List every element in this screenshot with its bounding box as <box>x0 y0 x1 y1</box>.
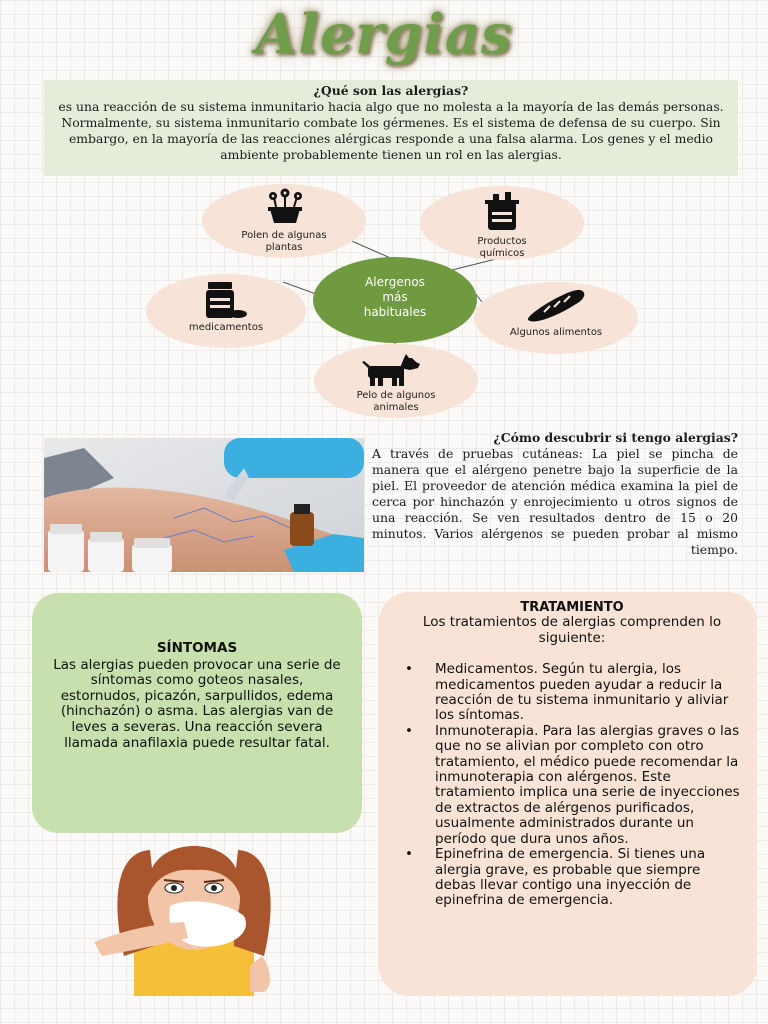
sintomas-heading: SÍNTOMAS <box>156 640 238 656</box>
polen-label-2: plantas <box>265 242 303 253</box>
animales-label-1: Pelo de algunos <box>356 390 436 401</box>
tratamiento-heading: TRATAMIENTO <box>520 600 624 615</box>
center-label-3: habituales <box>363 305 427 319</box>
dog-icon <box>360 354 422 388</box>
polen-label-1: Polen de algunas <box>241 230 327 241</box>
page-title: Alergias <box>255 2 513 66</box>
quimicos-label-1: Productos <box>477 236 527 247</box>
medicamentos-label: medicamentos <box>188 322 264 333</box>
intro-box <box>44 80 738 176</box>
sintomas-body: Las alergias pueden provocar una serie de síntomas como goteos nasales, estornudos, picazón, sarpullidos, edema (hinchazón) o asma. Las alergias van de leves a severas. Una reacción severa llamada anafilaxia puede resultar fatal. <box>53 656 341 751</box>
tratamiento-box <box>379 592 757 996</box>
list-item <box>401 847 743 909</box>
oval-quimicos <box>420 186 584 260</box>
list-item-text: Medicamentos. Según tu alergia, los medicamentos pueden ayudar a reducir la reacción de tu sistema inmunitario y aliviar los síntomas. <box>435 661 729 724</box>
bullet: • <box>405 846 413 863</box>
animales-label-2: animales <box>373 402 419 413</box>
list-item-text: Epinefrina de emergencia. Si tienes una alergia grave, es probable que siempre debas llevar contigo una inyección de epinefrina de emergencia. <box>435 846 706 909</box>
center-oval <box>313 257 477 343</box>
discover-heading: ¿Cómo descubrir si tengo alergias? <box>493 430 738 445</box>
chemical-beaker-icon <box>480 192 524 232</box>
tratamiento-list <box>401 662 743 909</box>
flower-pot-icon <box>264 187 306 225</box>
list-item <box>401 724 743 847</box>
list-item <box>401 662 743 724</box>
intro-heading: ¿Qué son las alergias? <box>313 83 469 98</box>
bread-icon <box>524 286 588 326</box>
bullet: • <box>405 661 413 678</box>
sneezing-girl-illustration <box>94 846 294 996</box>
oval-alimentos <box>474 282 638 354</box>
quimicos-label-2: químicos <box>479 248 525 259</box>
oval-medicamentos <box>146 274 306 348</box>
sintomas-box <box>32 593 362 833</box>
center-label-1: Alergenos <box>365 275 425 289</box>
medicine-bottle-icon <box>202 280 248 320</box>
discover-section <box>372 430 738 558</box>
alimentos-label: Algunos alimentos <box>509 327 603 338</box>
oval-animales <box>314 344 478 418</box>
center-label-2: más <box>382 290 408 304</box>
list-item-text: Inmunoterapia. Para las alergias graves o las que no se alivian por completo con otro tratamiento, el médico puede recomendar la inmunoterapia con alérgenos. Este tratamiento implica una serie de inyecciones de extractos de alérgenos purificados, usualmente administrados durante un período que dura unos años. <box>435 722 740 847</box>
bullet: • <box>405 722 413 739</box>
intro-body: es una reacción de su sistema inmunitario hacia algo que no molesta a la mayoría de las demás personas. Normalmente, su sistema inmunitario combate los gérmenes. Es el sistema de defensa de su cuerpo. Sin embargo, en la mayoría de las reacciones alérgicas responde a una falsa alarma. Los genes y el medio ambiente probablemente tienen un rol en las alergias. <box>58 99 724 162</box>
tratamiento-intro: Los tratamientos de alergias comprenden lo siguiente: <box>422 614 722 646</box>
oval-polen <box>202 184 366 258</box>
discover-body: A través de pruebas cutáneas: La piel se pincha de manera que el alérgeno penetre bajo la superficie de la piel. El proveedor de atención médica examina la piel de cerca por hinchazón y enrojecimiento u otros signos de una reacción. Se ven resultados dentro de 15 o 20 minutos. Varios alérgenos se pueden probar al mismo tiempo. <box>372 446 738 557</box>
skin-test-photo <box>44 438 364 572</box>
